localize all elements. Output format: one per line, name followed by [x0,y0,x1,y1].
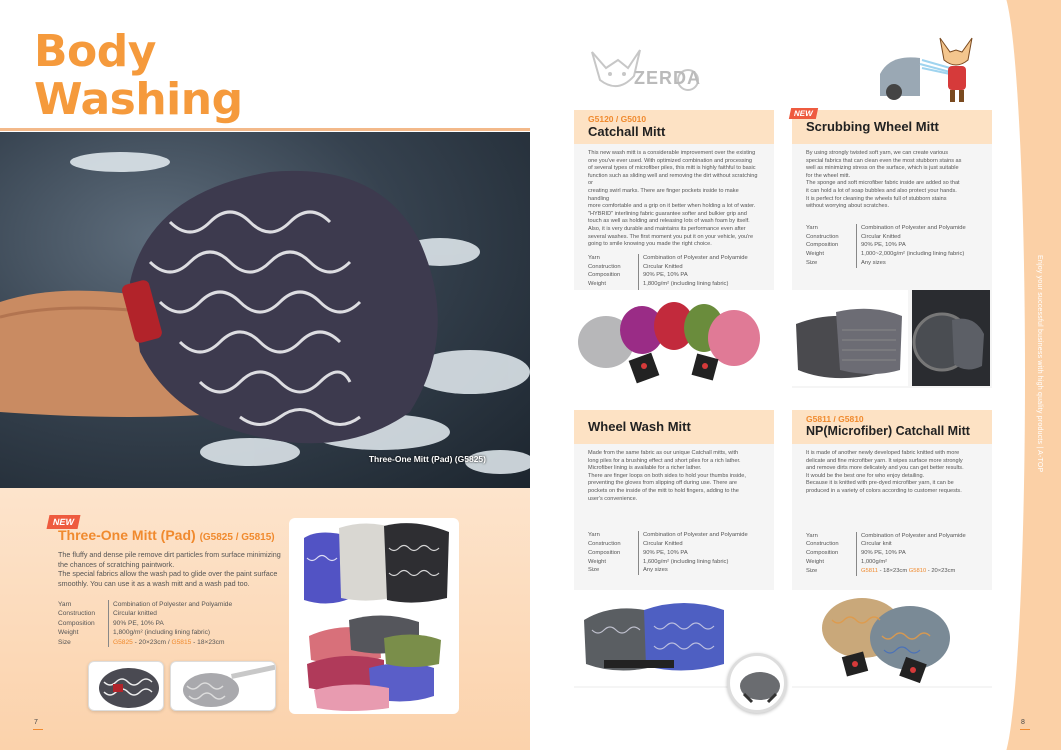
product-code: G5120 / G5010 [588,114,647,124]
hero-caption: Three-One Mitt (Pad) (G5825) [368,454,486,464]
spec-row: Yarn Combination of Polyester and Polyamide [588,254,748,261]
inset-photo-circle [727,653,787,713]
zerda-logo [588,46,703,96]
card-header [792,110,992,144]
spec-row: Yarn Combination of Polyester and Polyamide [58,601,233,608]
spec-row: Size Any sizes [588,567,668,574]
spec-row: Construction Circular knit [806,541,892,548]
card-wheel-wash-mitt [574,410,774,688]
product-specs [58,600,283,647]
card-body [574,444,774,581]
spec-row: Construction Circular Knitted [806,233,901,240]
left-page [0,0,530,750]
new-badge: NEW [790,103,817,121]
product-photo [574,290,774,388]
spec-row-size: Size G5811 - 18×23cm G5810 - 20×23cm [806,567,956,574]
product-title: NP(Microfiber) Catchall Mitt [806,424,970,438]
spec-row: Composition 90% PE, 10% PA [806,550,906,557]
product-description: The fluffy and dense pile remove dirt particles from surface minimizing the chances of scratching paintwork. The special fabrics allow the wash pad to glide over the paint surface smoothly. You can use it as a wash mitt and a wash pad too. [58,550,281,588]
spec-row: Construction Circular Knitted [588,263,683,270]
product-photo [289,518,459,714]
product-title: Catchall Mitt [588,124,666,139]
np-catchall-mitts-illustration [792,590,992,686]
product-specs [806,224,978,268]
product-code: G5811 / G5810 [806,414,864,424]
page-number-left: 7 [34,719,38,726]
page-number-underline [33,729,43,730]
scrubbing-mitt-illustration [792,290,908,386]
spec-row: Yarn Combination of Polyester and Polyamide [806,532,966,539]
spec-row: Weight 1,800g/m² (including lining fabric) [58,629,211,637]
card-scrubbing-wheel-mitt [792,110,992,388]
spec-row: Construction Circular knitted [58,610,157,618]
spec-row: Weight 1,600g/m² (including lining fabric) [588,558,729,565]
card-header [574,410,774,444]
title-divider [0,128,530,131]
side-slogan: Enjoy your successful business with high quality products | A-TOP [1036,255,1043,473]
new-badge: NEW [48,512,79,530]
thumbnail-mitt-dark[interactable] [88,661,164,711]
card-body [792,444,992,582]
product-title: Scrubbing Wheel Mitt [806,119,939,134]
card-body [574,144,774,304]
spec-row: Weight 1,000g/m² [806,558,888,565]
product-photo-card [289,518,459,714]
spec-row: Weight 1,800g/m² (including lining fabric) [588,281,729,288]
page-number-underline [1020,729,1030,730]
product-title: Three-One Mitt (Pad) (G5825 / G5815) [58,527,275,543]
card-catchall-mitt [574,110,774,388]
catchall-mitts-illustration [574,290,774,388]
spec-row: Composition 90% PE, 10% PA [588,549,688,556]
spec-row: Construction Circular Knitted [588,540,683,547]
product-title: Wheel Wash Mitt [588,419,691,434]
product-specs [588,531,760,575]
spec-row: Yarn Combination of Polyester and Polyamide [806,224,966,231]
product-description: This new wash mitt is a considerable improvement over the existing one you've ever used. With optimized combination and processing of several types of microfiber piles, this mitt is highly faithful to basic function such as sliding well and removing the dirt without scratching or creating swirl marks. There are finger pockets inside to make handling more comfortable and a grip on it better when holding a lot of water. "HYBRID" interlining fabric guarantee softer and bulkier grip and touch as well as holding and releasing lots of wash foam by itself. Also, it is very durable and maintains its performance even after several washes. The first moment you put it on your vehicle, you're going to smile knowing you made the right choice. [588,150,758,248]
thumbnail-pad-handle[interactable] [170,661,276,711]
fox-washing-car-icon [880,34,988,104]
logo-text: ZERDA [634,68,701,88]
spec-row: Weight 1,000~2,000g/m² (including lining fabric) [806,251,965,258]
spec-row: Size Any sizes [806,259,886,266]
product-specs [806,532,978,576]
hero-illustration [0,132,530,488]
spec-row: Yarn Combination of Polyester and Polyamide [588,532,748,539]
spec-row-size: Size G5825 - 20×23cm / G5815 - 18×23cm [58,638,225,646]
spec-row: Composition 90% PE, 10% PA [58,619,164,627]
wheel-scrub-illustration [912,290,990,386]
product-description: By using strongly twisted soft yarn, we can create various special fabrics that can clean even the most stubborn stains as well as minimizing stress on the surface, which is just suitable for the wheel mitt. The sponge and soft microfiber fabric inside are added so that it can hold a lot of soap bubbles and also protect your hands. It is perfect for cleaning the wheels full of stubborn stains without worrying about scratches. [806,150,962,210]
card-body [792,144,992,274]
product-photo [792,590,992,686]
page-title: Body Washing [34,26,243,125]
spec-row: Composition 90% PE, 10% PA [806,242,906,249]
product-photo [792,290,908,386]
product-description: Made from the same fabric as our unique Catchall mitts, with long piles for a brushing effect and short piles for a rich lather. Microfiber lining is available for a richer lather. There are finger loops on both sides to hold your thumbs inside, preventing the gloves from slipping off during use. There are pockets on the inside of the mitt to hold fingers, adding to the user's convenience. [588,450,746,502]
hero-photo [0,132,530,488]
card-header [792,410,992,444]
product-photo-in-use [912,290,990,386]
product-description: It is made of another newly developed fabric knitted with more delicate and fine microfiber yarn. It wipes surface more strongly and remove dirts more delicately and you can get better results. It would be the best one for who enjoy detailing. Because it is knitted with pre-dyed microfiber yarn, it can be produced in a variety of colors according to customer requests. [806,450,964,494]
card-np-catchall-mitt [792,410,992,688]
spec-row: Composition 90% PE, 10% PA [588,272,688,279]
card-header [574,110,774,144]
page-number-right: 8 [1021,719,1025,726]
mascot-illustration [880,34,988,104]
